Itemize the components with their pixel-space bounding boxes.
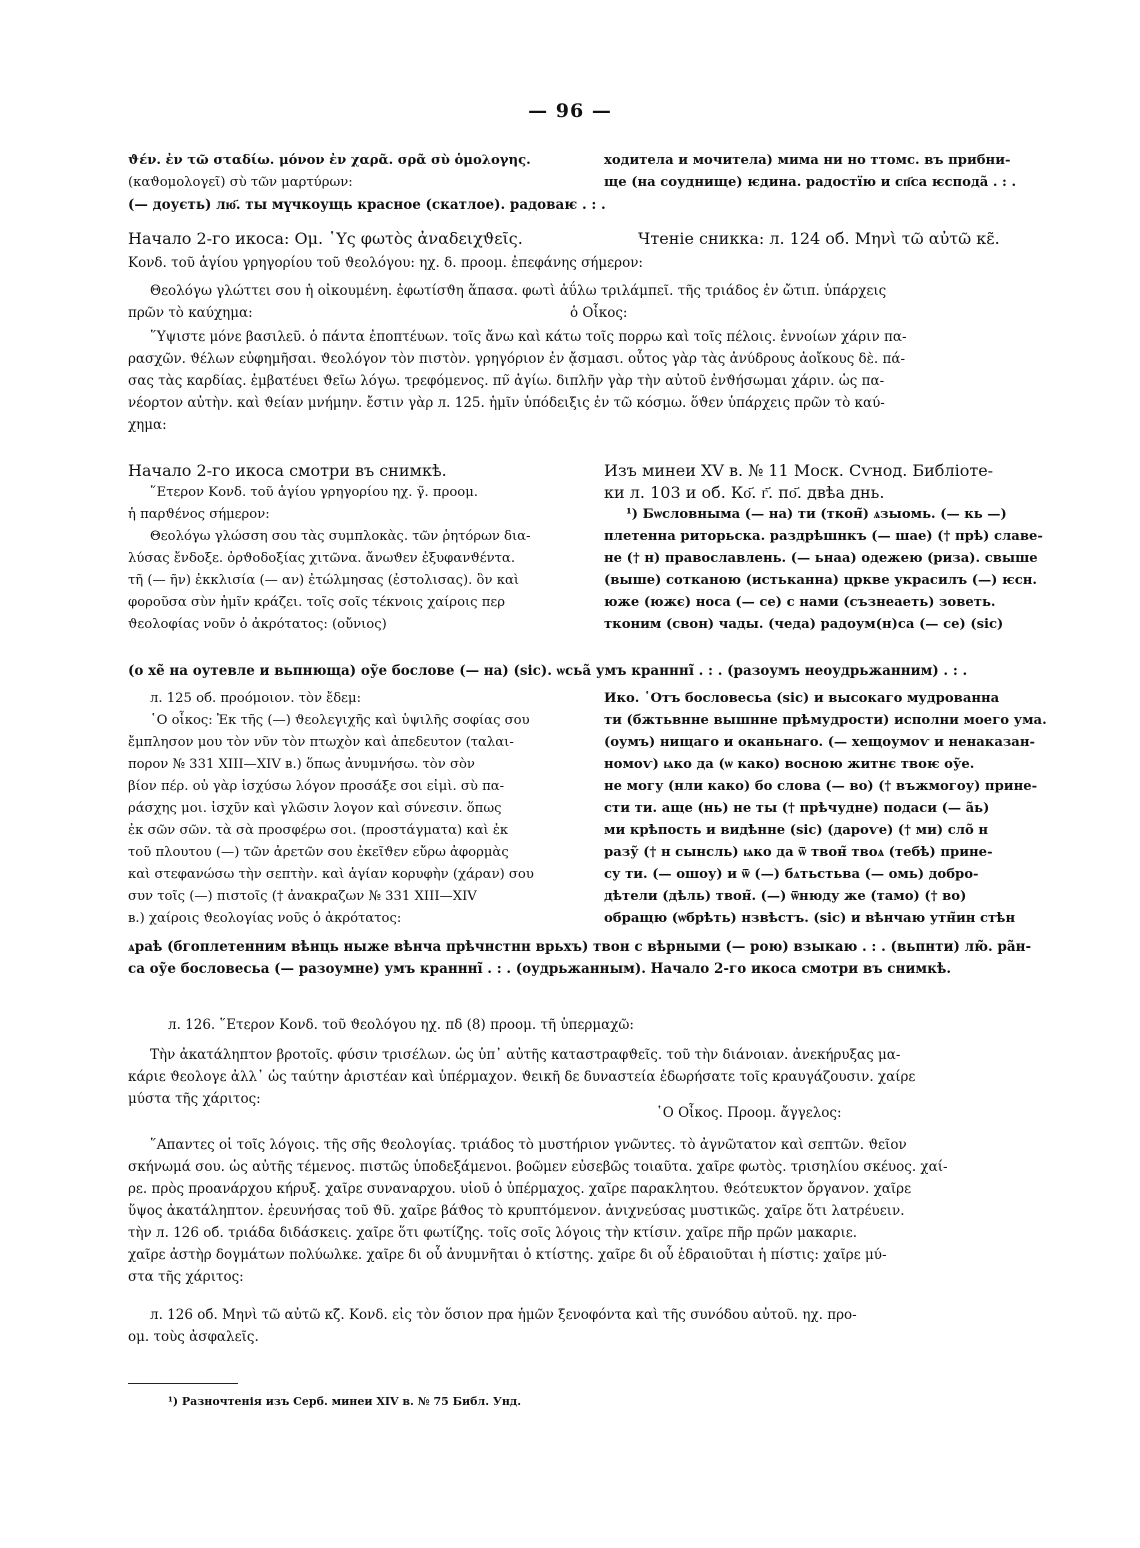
text-line: ῾Ο οἶκος: Ἐκ τῆς (—) ϑεολεγιχῆς καὶ ὑψιλῆς σοφίας σου xyxy=(150,713,530,728)
text-line: не могу (нли како) бо слова (— во) († въжмогоу) прине- xyxy=(604,779,1038,794)
text-line: ми крѣпость и видѣнне (sic) (дароѵе) († ми) сло̃ н xyxy=(604,823,989,838)
text-line: τοῦ πλουτου (—) τῶν ἀρετῶν σου ἐκεῖϑεν εὔρω ἀφορμὰς xyxy=(128,845,509,860)
paragraph xyxy=(128,936,1048,980)
text-line: ρασχῶν. ϑέλων εὐφημῆσαι. ϑεολόγον τὸν πιστὸν. γρηγόριον ἐν ᾄσμασι. οὗτος γὰρ τὰς ἀνύδρους ἀοἴκους δὲ. πά- xyxy=(128,351,906,367)
text-line: ѧраѣ (бгоплетенним вѣнць ныже вѣнча прѣчнстнн врьхъ) твон с вѣрными (— рою) взыкаю . : . (вьпнти) лю̃. ра̃н- xyxy=(128,939,1032,955)
text-line: τὴν л. 126 об. τριάδα διδάσκεις. χαῖρε ὅτι φωτίζης. τοῖς σοῖς λόγοις τὴν κτίσιν. χαῖρε πῆρ πρῶν μακαριε. xyxy=(128,1225,858,1241)
text-line: Изъ минеи XV в. № 11 Моск. Сѵнод. Библіоте- xyxy=(604,461,994,480)
paragraph xyxy=(128,1304,1048,1348)
text-line: ῞Απαντες οἱ τοῖς λόγοις. τῆς σῆς ϑεολογίας. τριάδος τὸ μυστήριον γνῶντες. τὸ ἀγνῶτατον καὶ σεπτῶν. ϑεῖον xyxy=(150,1137,907,1153)
text-line: ϑεολοφίας νοῦν ὁ ἀκρότατος: (οὔνιος) xyxy=(128,617,387,632)
paragraph xyxy=(128,1134,1048,1288)
text-line: νέορτον αὐτὴν. καὶ ϑείαν μνήμην. ἔστιν γὰρ л. 125. ἡμῖν ὑπόδειξις ἐν τῶ κόσμω. ὅϑεν ὑπάρχεις πρῶν τὸ καύ- xyxy=(128,395,885,411)
text-line: ἐκ σῶν σῶν. τὰ σὰ προσφέρω σοι. (προστάγματα) καὶ ἐκ xyxy=(128,823,509,838)
text-line: (оумъ) нищаго и оканьнаго. (— хещоумоѵ и ненаказан- xyxy=(604,735,1035,750)
text-line: ти (бжтьвнне вышнне прѣмудрости) исполни моего ума. xyxy=(604,713,1047,728)
text-line: ἡ παρϑένος σήμερον: xyxy=(128,507,270,522)
text-line: в.) χαίροις ϑεολογίας νοῦς ὁ ἀκρότατος: xyxy=(128,911,402,926)
text-line: ὕψος ἀκατάληπτον. ἐρευνήσας τοῦ ϑῦ. χαῖρε βάϑος τὸ κρυπτόμενον. ἀνιχνεύσας μυστικῶς. χαῖρε ὅτι λατρέυειν. xyxy=(128,1203,905,1219)
oikos-label: ῾Ο Οἶκος. Προομ. ἄγγελος: xyxy=(656,1105,842,1121)
text-line: ῞Υψιστε μόνε βασιλεῦ. ὁ πάντα ἐποπτέυων. τοῖς ἄνω καὶ κάτω τοῖς πορρω καὶ τοῖς πέλοις. ἐννοίων χάριν πα- xyxy=(150,329,907,345)
text-line: λύσας ἔνδοξε. ὀρϑοδοξίας χιτῶνα. ἄνωϑεν ἐξυφανϑέντα. xyxy=(128,551,516,566)
text-line: ῞Ετερον Κονδ. τοῦ ἁγίου γρηγορίου ηχ. γ̃. προομ. xyxy=(150,485,478,500)
text-line: σας τὰς καρδίας. ἐμβατέυει ϑεῖω λόγω. τρεφόμενος. πν̃ ἁγίω. διπλῆν γὰρ τὴν αὐτοῦ ἐνϑήσωμαι χάριν. ὡς πα- xyxy=(128,373,885,389)
text-line: плетеннa риторьска. раздрѣшнкъ (— шае) († прѣ) славе- xyxy=(604,529,1043,544)
text-line: су ти. (— ошоу) и ѿ (—) бѧтьстьва (— омь) добро- xyxy=(604,867,979,882)
left-column xyxy=(128,460,580,636)
text-line: номоѵ) ѩко да (ѡ како) воcною житнє твоѥ оу̃е. xyxy=(604,757,975,772)
text-line: ще (на соуднище) ѥдина. радостїю и сп҃са ѥспода̃ . : . xyxy=(604,175,1017,190)
text-line: καὶ στεφανώσω τὴν σεπτὴν. καὶ ἁγίαν κορυφὴν (χάραν) σου xyxy=(128,867,534,882)
heading-right: Чтеніе сникка: л. 124 об. Μηνὶ τῶ αὐτῶ κε̃. xyxy=(638,229,1000,248)
text-line: не († н) православлень. (— ьнaa) одежею (риза). свыше xyxy=(604,551,1038,566)
text-line: са оу̃е боcловесьa (— разоумне) умъ краннні̃ . : . (оудрьжанным). Начало 2-го икоса смотри въ снимкѣ. xyxy=(128,961,952,977)
left-column-2 xyxy=(128,688,580,930)
text-line: χημα: xyxy=(128,417,167,433)
text-line: κάριε ϑεολογε ἀλλ᾿ ὡς ταύτην ἀριστέαν καὶ ὑπέρμαχον. ϑεικῆ δε δυναστεία ἐδωρήσατε τοῖς κραυγάζουσιν. χαίρε xyxy=(128,1069,916,1085)
text-line: ομ. τοὺς ἀσφαλεῖς. xyxy=(128,1329,259,1345)
text-line: л. 126 об. Μηνὶ τῶ αὐτῶ κζ̃. Κονδ. εἰς τὸν ὅσιον πρα ἡμῶν ξενοφόντα καὶ τῆς συνόδου αὐτοῦ. ηχ. προ- xyxy=(150,1307,857,1323)
text-line: Τὴν ἀκατάληπτον βροτοῖς. φύσιν τρισέλων. ὡς ὑπ᾿ αὐτῆς καταστραφϑεῖς. τοῦ τὴν διάνοιαν. ἀνεκήρυξας μα- xyxy=(150,1047,901,1063)
text-line: ¹) Бѡсловнымa (— нa) ти (ткон̃) ѧзыомь. (— кь —) xyxy=(626,507,1007,522)
text-line: ходитела и мочитела) мима ни но ттомс. въ прибни- xyxy=(604,153,1011,168)
text-line: обращю (ѡбрѣть) нзвѣстъ. (sic) и вѣнчаю утн̃ин стѣн xyxy=(604,911,1016,926)
text-line: συν τοῖς (—) πιστοῖς († ἀνακραζων № 331 XIII—XIV xyxy=(128,889,477,904)
text-line: Начало 2-го икоса смотри въ снимкѣ. xyxy=(128,461,447,480)
text-line: юже (южє) носa (— се) с нами (съзнеаеть) зоветь. xyxy=(604,595,996,610)
text-line: Ико. ῾Отъ боcловесьa (sic) и высокаго мудрованна xyxy=(604,691,1000,706)
text-line: тконим (свон) чады. (чеда) радоум(н)са (— се) (sic) xyxy=(604,617,1004,632)
text-line: л. 125 об. προόμοιον. τὸν ἔδεμ: xyxy=(150,691,362,706)
text-line: л. 126. ῞Ετερον Κονδ. τοῦ ϑεολόγου ηχ. πδ (8) προομ. τῆ ὑπερμαχῶ: xyxy=(168,1017,634,1033)
text-line: βίον πέρ. οὐ γὰρ ἰσχύσω λόγον προσάξε σοι εἰμὶ. σὺ πα- xyxy=(128,779,505,794)
text-line: χαῖρε ἀστὴρ δογμάτων πολύωλκε. χαῖρε δι οὗ ἀνυμνῆται ὁ κτίστης. χαῖρε δι οὗ ἑδραιοῦται ἡ πίστις: χαῖρε μύ- xyxy=(128,1247,887,1263)
text-line: πρῶν τὸ καύχημα: xyxy=(128,305,253,321)
top-right-block xyxy=(604,150,1048,194)
text-line: ϑέν. ἐν τῶ σταδίω. μόνον ἐν χαρᾶ. σρᾶ σὺ ὁμολογης. xyxy=(128,153,531,168)
text-line: (о хе̃ на оутeвле и вьпнюща) оу̃е боcлове (— на) (sic). ѡсьа̃ умъ краннні̃ . : . (разоумъ неоудрьжанним) . : . xyxy=(128,663,968,679)
page-number: — 96 — xyxy=(528,100,612,122)
text-line: (выше) сотканою (истьканна) цркве украсилъ (—) ѥсн. xyxy=(604,573,1037,588)
text-line: πορον № 331 XIII—XIV в.) ὅπως ἀνυμνήσω. τὸν σὸν xyxy=(128,757,475,772)
text-line: (καϑομολογεῖ) σὺ τῶν μαρτύρων: xyxy=(128,175,353,190)
kondak-line: Κονδ. τοῦ ἁγίου γρηγορίου τοῦ ϑεολόγου: ηχ. δ. προομ. ἐπεφάνης σήμερον: xyxy=(128,255,643,271)
right-column-2 xyxy=(604,688,1048,930)
text-line: ἔμπλησον μου τὸν νῦν τὸν πτωχὸν καὶ ἀπεδευτον (ταλαι- xyxy=(128,735,514,750)
text-line: μύστα τῆς χάριτος: xyxy=(128,1091,261,1107)
top-left-block xyxy=(128,150,580,194)
oikos-label: ὁ Οἶκος: xyxy=(570,305,628,321)
text-line: ρε. πρὸς προανάρχου κήρυξ. χαῖρε συναναρχου. υἱοῦ ὁ ὑπέρμαχος. χαῖρε παρακλητου. ϑεότευκτον ὄργανον. χαῖρε xyxy=(128,1181,912,1197)
footnote-rule xyxy=(128,1383,238,1384)
heading-left: Начало 2-го икоса: Ομ. ῾Υς φωτὸς ἀναδειχϑεῖς. xyxy=(128,229,523,248)
footnote: ¹) Разночтенія изъ Серб. минеи XIV в. № 75 Библ. Унд. xyxy=(168,1395,522,1408)
text-line: сти ти. аще (нь) не ты († прѣчудне) подаси (— а̃ь) xyxy=(604,801,990,816)
text-line: ράσχης μοι. ἰσχῦν καὶ γλῶσιν λογον καὶ σύνεσιν. ὅπως xyxy=(128,801,502,816)
text-line: дѣтели (дѣль) твон̃. (—) ѿнюду же (тамо) († во) xyxy=(604,889,967,904)
text-line: Θεολόγω γλώσση σου τὰς συμπλοκὰς. τῶν ῥητόρων δια- xyxy=(150,529,531,544)
paragraph xyxy=(128,1044,1048,1110)
text-line: разу̃ († н сынсль) ѩко да ѿ твон̃ твоѧ (тебѣ) прине- xyxy=(604,845,993,860)
text-line: ки л. 103 и об. Ко҃. г҃. по҃. двѣа днь. xyxy=(604,483,885,502)
text-line: φοροῦσα σὺν ἡμῖν κράζει. τοῖς σοῖς τέκνοις χαίροις περ xyxy=(128,595,506,610)
text-line: (— доуєть) лю҃. ты мүчкоущь красное (скатлое). радоваѥ . : . xyxy=(128,197,606,213)
text-line: Θεολόγω γλώττει σου ἡ οἰκουμένη. ἐφωτίσϑη ἅπασα. φωτὶ ἀΰλω τριλάμπεῖ. τῆς τριάδος ἐν ὤτιπ. ὑπάρχεις xyxy=(150,283,887,299)
paragraph xyxy=(128,326,1048,436)
text-line: σκήνωμά σου. ὡς αὐτῆς τέμενος. πιστῶς ὑποδεξάμενοι. βοῶμεν εὐσεβῶς τοιαῦτα. χαῖρε φωτὸς. τρισηλίου σκέυος. χαί- xyxy=(128,1159,948,1175)
text-line: τῆ (— ῆν) ἐκκλισία (— αν) ἐτώλμησας (ἐστολισας). ὃν καὶ xyxy=(128,573,520,588)
text-line: στα τῆς χάριτος: xyxy=(128,1269,244,1285)
right-column xyxy=(604,460,1048,636)
